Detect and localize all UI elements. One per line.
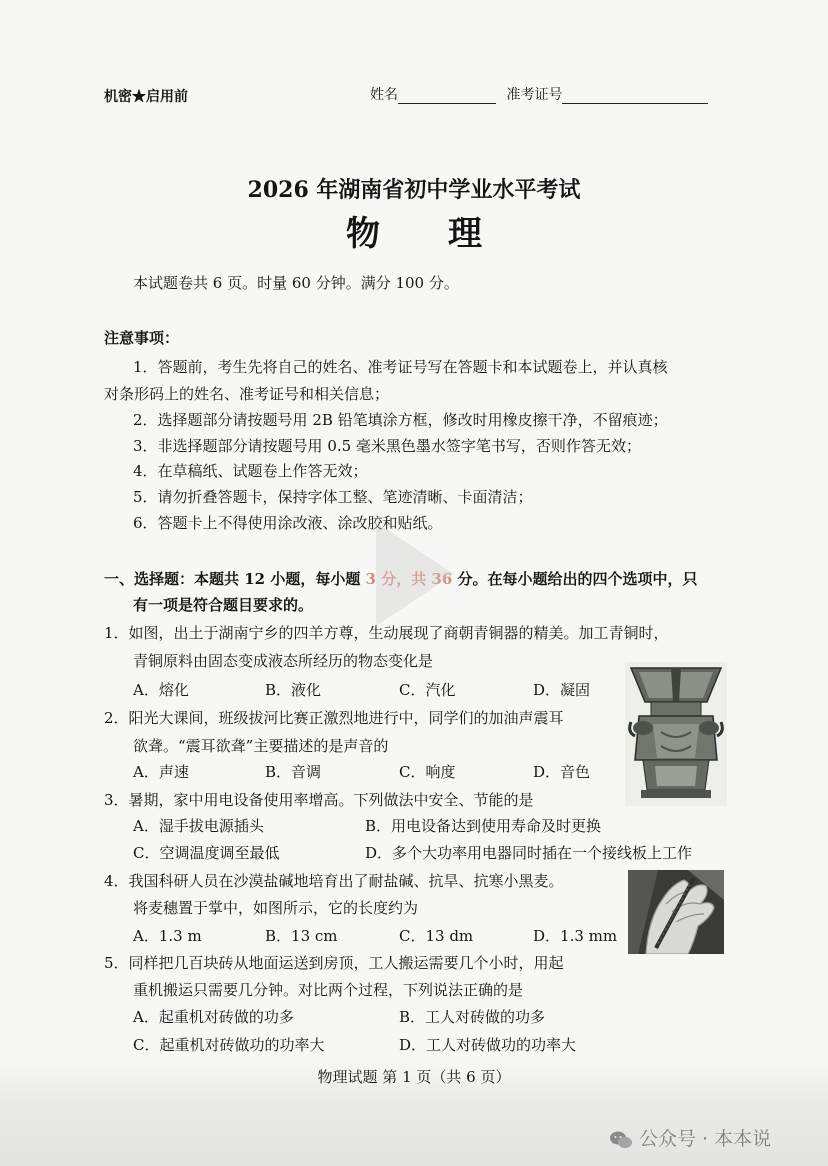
name-label: 姓名 bbox=[370, 87, 398, 103]
notice-heading: 注意事项： bbox=[104, 329, 180, 347]
q5-option-a: A．起重机对砖做的功多 bbox=[133, 1008, 294, 1026]
notice-item: 对条形码上的姓名、准考证号和相关信息； bbox=[104, 385, 390, 403]
wheat-in-palm-figure bbox=[628, 870, 724, 954]
q3-option-a: A．湿手拔电源插头 bbox=[133, 817, 264, 835]
section-heading-part: 分。在每小题给出的四个选项中，只 bbox=[452, 570, 698, 588]
play-overlay-icon bbox=[376, 522, 454, 626]
q1-stem: 1．如图，出土于湖南宁乡的四羊方尊，生动展现了商朝青铜器的精美。加工青铜时， bbox=[104, 624, 669, 642]
watermark-text: 公众号 · 本本说 bbox=[639, 1128, 772, 1150]
bronze-vessel-figure bbox=[625, 662, 727, 806]
q1-option-b: B．液化 bbox=[265, 681, 322, 699]
page-footer: 物理试题 第 1 页（共 6 页） bbox=[317, 1068, 511, 1086]
q5-option-b: B．工人对砖做的功多 bbox=[399, 1008, 546, 1026]
watermark bbox=[609, 1124, 771, 1151]
section-heading-red-part: 3 分，共 36 bbox=[365, 570, 453, 588]
q4-option-d: D．1.3 mm bbox=[533, 927, 618, 945]
exam-title: 2026 年湖南省初中学业水平考试 bbox=[247, 177, 581, 203]
secrecy-label: 机密★启用前 bbox=[104, 89, 188, 105]
q5-option-c: C．起重机对砖做功的功率大 bbox=[133, 1036, 325, 1054]
q2-option-b: B．音调 bbox=[265, 763, 322, 781]
q4-stem: 4．我国科研人员在沙漠盐碱地培育出了耐盐碱、抗旱、抗寒小黑麦。 bbox=[104, 872, 564, 890]
q4-option-b: B．13 cm bbox=[265, 927, 338, 945]
notice-item: 1．答题前，考生先将自己的姓名、准考证号写在答题卡和本试题卷上，并认真核 bbox=[133, 358, 668, 376]
q2-stem: 2．阳光大课间，班级拔河比赛正激烈地进行中，同学们的加油声震耳 bbox=[104, 709, 564, 727]
exam-no-blank bbox=[562, 89, 708, 104]
name-field bbox=[370, 86, 708, 104]
q2-stem: 欲聋。“震耳欲聋”主要描述的是声音的 bbox=[133, 737, 389, 755]
name-blank bbox=[398, 89, 496, 104]
q1-stem: 青铜原料由固态变成液态所经历的物态变化是 bbox=[133, 652, 434, 670]
q1-option-a: A．熔化 bbox=[133, 681, 189, 699]
q3-option-d: D．多个大功率用电器同时插在一个接线板上工作 bbox=[365, 844, 693, 862]
q3-option-c: C．空调温度调至最低 bbox=[133, 844, 280, 862]
exam-no-label: 准考证号 bbox=[506, 87, 563, 103]
q2-option-d: D．音色 bbox=[533, 763, 591, 781]
notice-item: 2．选择题部分请按题号用 2B 铅笔填涂方框，修改时用橡皮擦干净，不留痕迹； bbox=[133, 411, 668, 429]
q4-option-c: C．13 dm bbox=[399, 927, 474, 945]
q5-option-d: D．工人对砖做功的功率大 bbox=[399, 1036, 577, 1054]
wechat-icon bbox=[609, 1130, 633, 1150]
notice-item: 6．答题卡上不得使用涂改液、涂改胶和贴纸。 bbox=[133, 514, 443, 532]
q1-option-d: D．凝固 bbox=[533, 681, 591, 699]
q5-stem: 5．同样把几百块砖从地面运送到房顶，工人搬运需要几个小时，用起 bbox=[104, 954, 564, 972]
notice-item: 3．非选择题部分请按题号用 0.5 毫米黑色墨水签字笔书写，否则作答无效； bbox=[133, 437, 641, 455]
section-heading-part: 一、选择题：本题共 12 小题，每小题 bbox=[104, 570, 366, 588]
q4-option-a: A．1.3 m bbox=[133, 927, 202, 945]
notice-item: 5．请勿折叠答题卡，保持字体工整、笔迹清晰、卡面清洁； bbox=[133, 488, 533, 506]
q2-option-c: C．响度 bbox=[399, 763, 456, 781]
notice-item: 4．在草稿纸、试题卷上作答无效； bbox=[133, 462, 368, 480]
q3-option-b: B．用电设备达到使用寿命及时更换 bbox=[365, 817, 602, 835]
q4-stem: 将麦穗置于掌中，如图所示，它的长度约为 bbox=[133, 899, 419, 917]
q3-stem: 3．暑期，家中用电设备使用率增高。下列做法中安全、节能的是 bbox=[104, 791, 534, 809]
exam-info: 本试题卷共 6 页。时量 60 分钟。满分 100 分。 bbox=[133, 274, 459, 292]
section-heading-line2: 有一项是符合题目要求的。 bbox=[133, 596, 314, 614]
q5-stem: 重机搬运只需要几分钟。对比两个过程，下列说法正确的是 bbox=[133, 981, 524, 999]
q2-option-a: A．声速 bbox=[133, 763, 189, 781]
q1-option-c: C．汽化 bbox=[399, 681, 456, 699]
subject-title: 物 理 bbox=[346, 214, 482, 254]
